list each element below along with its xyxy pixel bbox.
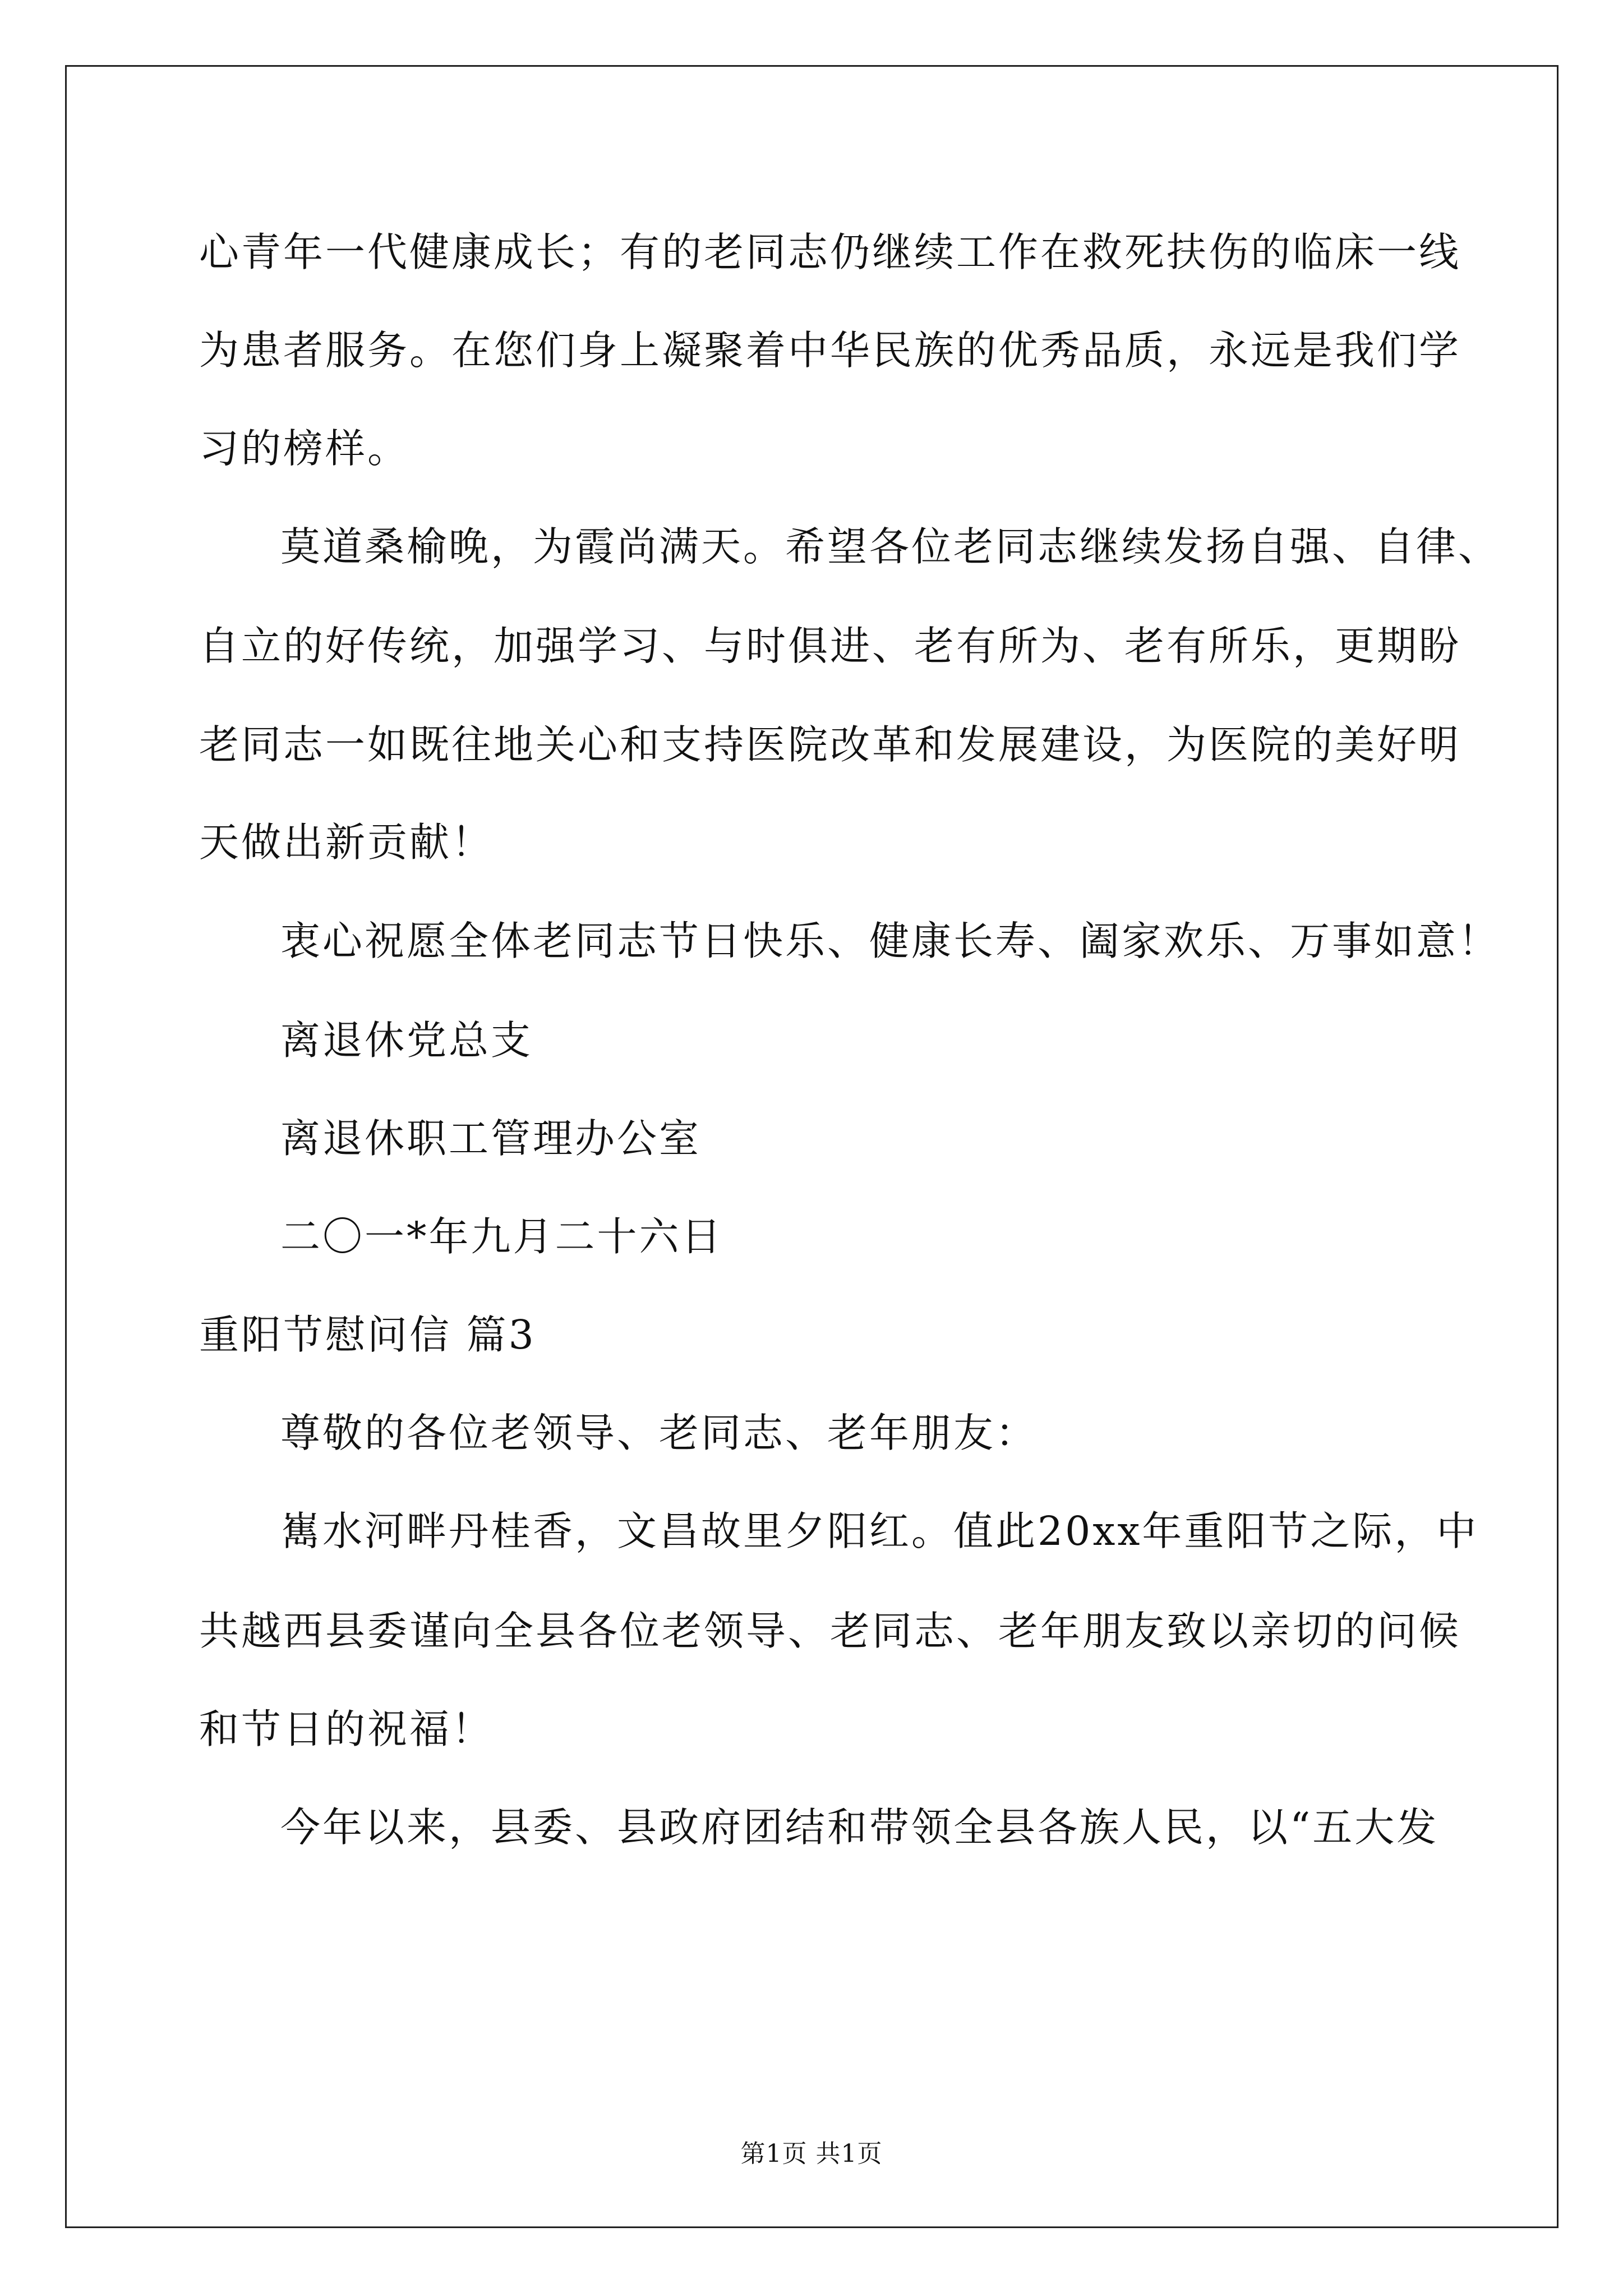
- section-heading: 重阳节慰问信 篇3: [199, 1312, 536, 1358]
- text-line: 共越西县委谨向全县各位老领导、老同志、老年朋友致以亲切的问候: [199, 1608, 1461, 1654]
- salutation: 尊敬的各位老领导、老同志、老年朋友：: [280, 1410, 1038, 1456]
- paragraph-start: 衷心祝愿全体老同志节日快乐、健康长寿、阖家欢乐、万事如意！: [280, 918, 1501, 964]
- page-footer: 第1页 共1页: [740, 2139, 883, 2168]
- signature-line: 离退休党总支: [280, 1017, 533, 1064]
- text-line: 习的榜样。: [199, 425, 410, 472]
- date-line: 二〇一*年九月二十六日: [280, 1213, 723, 1260]
- text-line: 天做出新贡献！: [199, 819, 494, 866]
- paragraph-start: 莫道桑榆晚，为霞尚满天。希望各位老同志继续发扬自强、自律、: [280, 523, 1501, 570]
- text-line: 老同志一如既往地关心和支持医院改革和发展建设，为医院的美好明: [199, 721, 1461, 768]
- paragraph-start: 今年以来，县委、县政府团结和带领全县各族人民，以“五大发: [280, 1804, 1439, 1851]
- text-line: 自立的好传统，加强学习、与时俱进、老有所为、老有所乐，更期盼: [199, 623, 1461, 669]
- text-line: 为患者服务。在您们身上凝聚着中华民族的优秀品质，永远是我们学: [199, 327, 1461, 374]
- paragraph-start: 嶲水河畔丹桂香，文昌故里夕阳红。值此20xx年重阳节之际，中: [280, 1508, 1479, 1554]
- signature-line: 离退休职工管理办公室: [280, 1115, 702, 1162]
- text-line: 心青年一代健康成长；有的老同志仍继续工作在救死扶伤的临床一线: [199, 229, 1461, 275]
- text-line: 和节日的祝福！: [199, 1706, 494, 1752]
